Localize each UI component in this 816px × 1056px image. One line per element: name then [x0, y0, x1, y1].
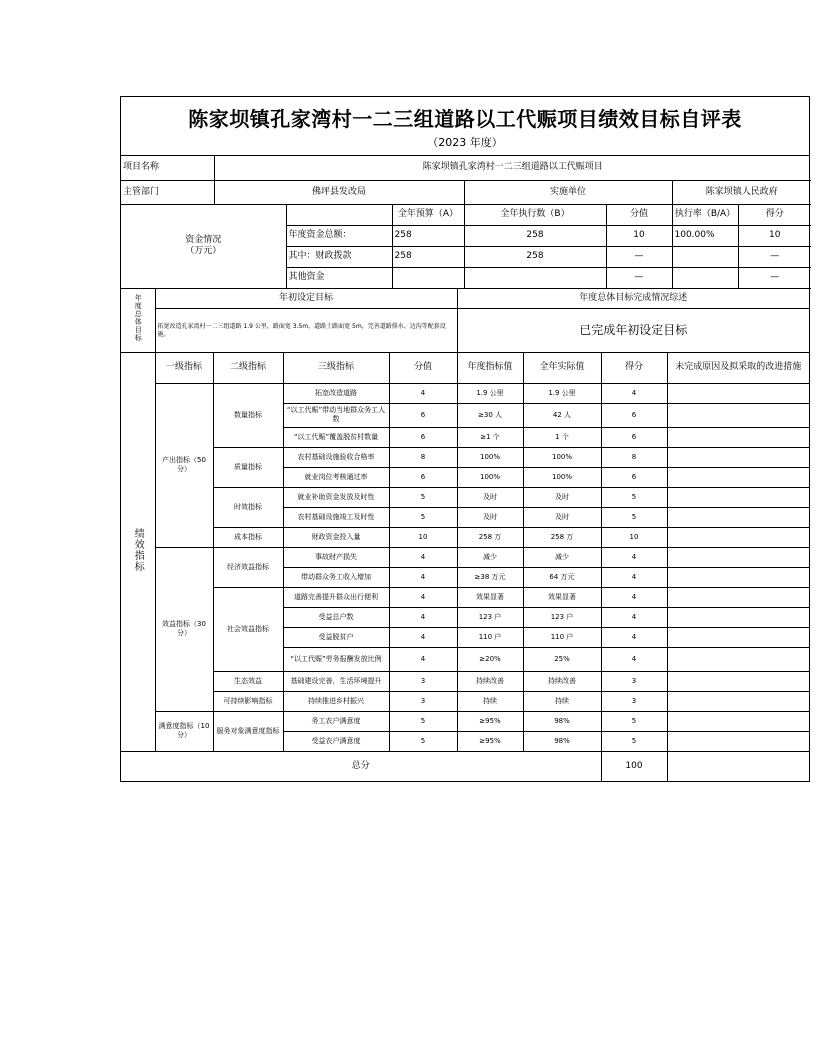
goals-right-text: 已完成年初设定目标: [457, 309, 809, 353]
level2-social: 社会效益指标: [213, 587, 283, 671]
cell-score: 4: [601, 383, 667, 403]
dept-label: 主管部门: [121, 180, 214, 204]
cell-weight: 10: [389, 527, 457, 547]
cell-l3: 农村基础设施竣工及时性: [283, 507, 389, 527]
cell-reason: [667, 607, 809, 627]
funds-row-exec: 258: [464, 246, 606, 267]
cell-score: 3: [601, 691, 667, 711]
table-row: [121, 383, 809, 403]
funds-row-weight: —: [606, 267, 672, 288]
cell-actual: 110 户: [523, 627, 601, 647]
cell-target: ≥30 人: [457, 403, 523, 427]
cell-weight: 6: [389, 403, 457, 427]
cell-reason: [667, 467, 809, 487]
cell-actual: 100%: [523, 467, 601, 487]
cell-score: 6: [601, 427, 667, 447]
cell-score: 3: [601, 671, 667, 691]
cell-reason: [667, 427, 809, 447]
cell-l3: 基础建设完善，生活环境提升: [283, 671, 389, 691]
cell-actual: 123 户: [523, 607, 601, 627]
cell-l3: 事故财产损失: [283, 547, 389, 567]
funds-label: [121, 204, 286, 288]
level2-timeliness: 时效指标: [213, 487, 283, 527]
cell-target: 及时: [457, 487, 523, 507]
cell-weight: 6: [389, 467, 457, 487]
funds-row-weight: —: [606, 246, 672, 267]
header-reason: 未完成原因及拟采取的改进措施: [667, 353, 809, 383]
cell-weight: 6: [389, 427, 457, 447]
cell-target: 100%: [457, 447, 523, 467]
goals-header-row: [121, 289, 809, 309]
cell-score: 4: [601, 627, 667, 647]
total-label: 总分: [121, 751, 601, 781]
goals-side-text: 年度总体目标: [134, 294, 143, 343]
funds-row-name: 其中：财政拨款: [286, 246, 392, 267]
cell-reason: [667, 731, 809, 751]
cell-weight: 5: [389, 507, 457, 527]
cell-reason: [667, 671, 809, 691]
header-level1: 一级指标: [155, 353, 213, 383]
funds-row-weight: 10: [606, 225, 672, 246]
cell-target: 持续: [457, 691, 523, 711]
cell-weight: 3: [389, 671, 457, 691]
header-level2: 二级指标: [213, 353, 283, 383]
level2-economic: 经济效益指标: [213, 547, 283, 587]
cell-l3: “以工代赈”覆盖脱贫村数量: [283, 427, 389, 447]
cell-target: ≥95%: [457, 731, 523, 751]
page-title: 陈家坝镇孔家湾村一二三组道路以工代赈项目绩效目标自评表: [188, 107, 742, 131]
header-target: 年度指标值: [457, 353, 523, 383]
cell-actual: 持续: [523, 691, 601, 711]
cell-target: 258 万: [457, 527, 523, 547]
cell-weight: 4: [389, 647, 457, 671]
cell-target: ≥38 万元: [457, 567, 523, 587]
cell-target: 110 户: [457, 627, 523, 647]
total-value: 100: [601, 751, 667, 781]
cell-l3: 持续推进乡村振兴: [283, 691, 389, 711]
goals-left-header: 年初设定目标: [155, 289, 457, 309]
cell-weight: 5: [389, 487, 457, 507]
cell-target: 及时: [457, 507, 523, 527]
cell-weight: 4: [389, 627, 457, 647]
dept-row: [121, 180, 811, 204]
cell-l3: 带动群众务工收入增加: [283, 567, 389, 587]
cell-actual: 98%: [523, 731, 601, 751]
funds-head-budget: 全年预算（A）: [392, 204, 464, 225]
funds-row-score: —: [738, 267, 811, 288]
funds-row-name: 其他资金: [286, 267, 392, 288]
cell-score: 4: [601, 567, 667, 587]
header-level3: 三级指标: [283, 353, 389, 383]
cell-score: 4: [601, 607, 667, 627]
cell-actual: 1.9 公里: [523, 383, 601, 403]
cell-score: 6: [601, 467, 667, 487]
cell-score: 5: [601, 507, 667, 527]
funds-head-exec: 全年执行数（B）: [464, 204, 606, 225]
goals-content-row: [121, 309, 809, 353]
cell-actual: 25%: [523, 647, 601, 671]
title-block: [121, 97, 809, 156]
level2-ecological: 生态效益: [213, 671, 283, 691]
table-row: [121, 447, 809, 467]
cell-weight: 5: [389, 731, 457, 751]
cell-actual: 100%: [523, 447, 601, 467]
funds-label-1: 资金情况: [185, 235, 222, 245]
cell-l3: 就业补助资金发放及时性: [283, 487, 389, 507]
level2-cost: 成本指标: [213, 527, 283, 547]
total-row: [121, 751, 809, 781]
cell-score: 4: [601, 647, 667, 671]
cell-score: 5: [601, 711, 667, 731]
header-score: 得分: [601, 353, 667, 383]
cell-score: 4: [601, 547, 667, 567]
cell-weight: 5: [389, 711, 457, 731]
dept-value: 佛坪县发改局: [214, 180, 464, 204]
indicators-side-label: [121, 353, 155, 751]
cell-target: ≥1 个: [457, 427, 523, 447]
header-weight: 分值: [389, 353, 457, 383]
cell-reason: [667, 447, 809, 467]
cell-weight: 4: [389, 607, 457, 627]
cell-actual: 减少: [523, 547, 601, 567]
total-reason: [667, 751, 809, 781]
cell-l3: “以工代赈”带动当地群众务工人数: [283, 403, 389, 427]
cell-actual: 持续改善: [523, 671, 601, 691]
cell-weight: 4: [389, 383, 457, 403]
goals-right-header: 年度总体目标完成情况综述: [457, 289, 809, 309]
funds-header-row: [121, 204, 811, 225]
cell-target: 1.9 公里: [457, 383, 523, 403]
cell-actual: 效果显著: [523, 587, 601, 607]
funds-row-rate: 100.00%: [672, 225, 738, 246]
cell-score: 4: [601, 587, 667, 607]
year-label: （2023 年度）: [427, 136, 503, 149]
cell-target: 持续改善: [457, 671, 523, 691]
cell-reason: [667, 647, 809, 671]
cell-weight: 8: [389, 447, 457, 467]
level1-benefit: 效益指标（30分）: [155, 547, 213, 711]
cell-l3: 受益总户数: [283, 607, 389, 627]
cell-actual: 及时: [523, 487, 601, 507]
cell-reason: [667, 403, 809, 427]
cell-target: ≥20%: [457, 647, 523, 671]
indicators-table: [121, 353, 809, 781]
funds-head-score: 得分: [738, 204, 811, 225]
funds-row-budget: 258: [392, 225, 464, 246]
project-name: 陈家坝镇孔家湾村一二三组道路以工代赈项目: [214, 156, 811, 180]
cell-l3: 受益脱贫户: [283, 627, 389, 647]
level1-satisfaction: 满意度指标（10分）: [155, 711, 213, 751]
funds-row-score: —: [738, 246, 811, 267]
level2-quality: 质量指标: [213, 447, 283, 487]
cell-l3: 财政资金投入量: [283, 527, 389, 547]
indicators-header-row: [121, 353, 809, 383]
funds-row-budget: 258: [392, 246, 464, 267]
goals-left-text: 拓宽改造孔家湾村一二三组道路 1.9 公里，路面宽 3.5m，道路土路面宽 5m，完善道路排水、边沟等配套设施。: [155, 309, 457, 353]
cell-target: ≥95%: [457, 711, 523, 731]
funds-row-exec: [464, 267, 606, 288]
info-table: [121, 156, 811, 289]
cell-reason: [667, 383, 809, 403]
cell-weight: 4: [389, 567, 457, 587]
cell-l3: “以工代赈”劳务报酬发放比例: [283, 647, 389, 671]
cell-actual: 258 万: [523, 527, 601, 547]
cell-score: 10: [601, 527, 667, 547]
table-row: [121, 711, 809, 731]
cell-weight: 4: [389, 547, 457, 567]
cell-actual: 1 个: [523, 427, 601, 447]
goals-table: [121, 289, 809, 354]
cell-target: 100%: [457, 467, 523, 487]
cell-l3: 务工农户满意度: [283, 711, 389, 731]
cell-l3: 拓宽改造道路: [283, 383, 389, 403]
table-row: [121, 527, 809, 547]
level2-sustainable: 可持续影响指标: [213, 691, 283, 711]
cell-l3: 农村基础设施验收合格率: [283, 447, 389, 467]
funds-row-score: 10: [738, 225, 811, 246]
cell-reason: [667, 567, 809, 587]
funds-row-rate: [672, 246, 738, 267]
level1-output: 产出指标（50分）: [155, 383, 213, 547]
level2-quantity: 数量指标: [213, 383, 283, 447]
cell-reason: [667, 627, 809, 647]
cell-l3: 就业岗位考核通过率: [283, 467, 389, 487]
impl-value: 陈家坝镇人民政府: [672, 180, 811, 204]
funds-head-weight: 分值: [606, 204, 672, 225]
cell-target: 减少: [457, 547, 523, 567]
cell-actual: 98%: [523, 711, 601, 731]
cell-reason: [667, 711, 809, 731]
cell-weight: 3: [389, 691, 457, 711]
cell-score: 6: [601, 403, 667, 427]
header-actual: 全年实际值: [523, 353, 601, 383]
funds-row-rate: [672, 267, 738, 288]
cell-score: 8: [601, 447, 667, 467]
funds-row-name: 年度资金总额：: [286, 225, 392, 246]
cell-weight: 4: [389, 587, 457, 607]
cell-target: 效果显著: [457, 587, 523, 607]
cell-score: 5: [601, 731, 667, 751]
indicators-side-text: 绩效指标: [132, 527, 144, 572]
cell-actual: 及时: [523, 507, 601, 527]
cell-reason: [667, 587, 809, 607]
impl-label: 实施单位: [464, 180, 672, 204]
project-label: 项目名称: [121, 156, 214, 180]
cell-l3: 道路完善提升群众出行便利: [283, 587, 389, 607]
cell-reason: [667, 507, 809, 527]
funds-head-rate: 执行率（B/A）: [672, 204, 738, 225]
funds-row-budget: [392, 267, 464, 288]
level2-service: 服务对象满意度指标: [213, 711, 283, 751]
cell-reason: [667, 487, 809, 507]
table-row: [121, 671, 809, 691]
table-row: [121, 587, 809, 607]
table-row: [121, 691, 809, 711]
goals-side-label: [121, 289, 155, 353]
evaluation-form: [120, 96, 810, 782]
cell-reason: [667, 527, 809, 547]
funds-row-exec: 258: [464, 225, 606, 246]
project-row: [121, 156, 811, 180]
cell-actual: 42 人: [523, 403, 601, 427]
cell-actual: 64 万元: [523, 567, 601, 587]
table-row: [121, 547, 809, 567]
cell-reason: [667, 547, 809, 567]
funds-label-2: （万元）: [185, 246, 222, 256]
cell-score: 5: [601, 487, 667, 507]
funds-blank-head: [286, 204, 392, 225]
cell-target: 123 户: [457, 607, 523, 627]
table-row: [121, 487, 809, 507]
cell-l3: 受益农户满意度: [283, 731, 389, 751]
cell-reason: [667, 691, 809, 711]
